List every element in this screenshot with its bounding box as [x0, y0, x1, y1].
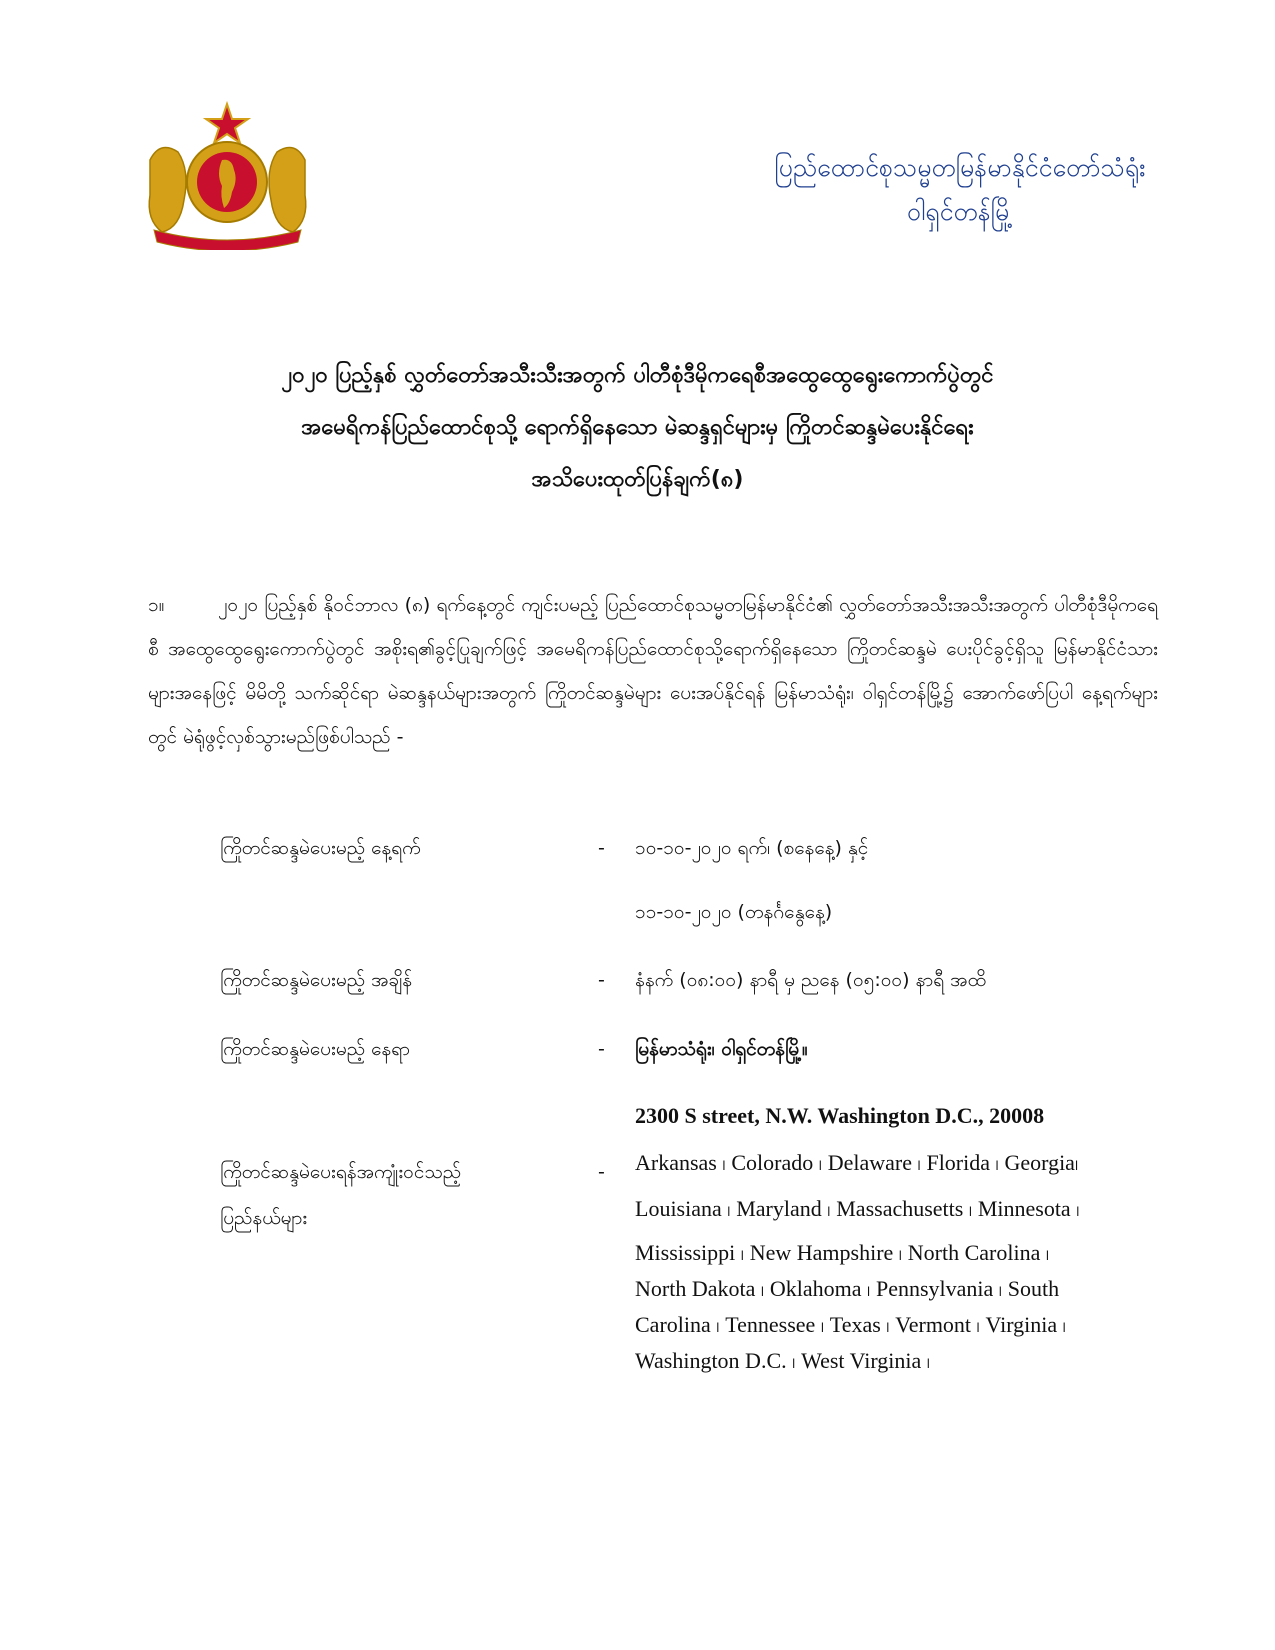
states-line-4: North Dakota ၊ Oklahoma ၊ Pennsylvania ၊ South	[635, 1276, 1060, 1301]
embassy-name: ပြည်ထောင်စုသမ္မတမြန်မာနိုင်ငံတော်သံရုံး	[774, 153, 1146, 182]
place-dash: -	[598, 1038, 605, 1060]
states-line-1: Arkansas ၊ Colorado ၊ Delaware ၊ Florida ၊ Georgia၊	[635, 1150, 1079, 1175]
state-seal-emblem	[140, 100, 315, 250]
date-value-2: ၁၁-၁၀-၂၀၂၀ (တနင်္ဂနွေနေ့)	[635, 901, 833, 923]
paragraph-number: ၁။	[148, 594, 165, 616]
paragraph-text: ၂၀၂၀ ပြည့်နှစ် နိုဝင်ဘာလ (၈) ရက်နေ့တွင် ကျင်းပမည့် ပြည်ထောင်စုသမ္မတမြန်မာနိုင်ငံ၏ လွှတ်တော်အသီးအသီးအတွက် ပါတီစုံဒီမိုကရေစီ အထွေထွေရွေးကောက်ပွဲတွင် အစိုးရ၏ခွင့်ပြုချက်ဖြင့် အမေရိကန်ပြည်ထောင်စုသို့ရောက်ရှိနေသော ကြိုတင်ဆန္ဒမဲ ပေးပိုင်ခွင့်ရှိသူ မြန်မာနိုင်ငံသားများအနေဖြင့် မိမိတို့ သက်ဆိုင်ရာ မဲဆန္ဒနယ်များအတွက် ကြိုတင်ဆန္ဒမဲများ ပေးအပ်နိုင်ရန် မြန်မာသံရုံး၊ ဝါရှင်တန်မြို့၌ အောက်ဖော်ပြပါ နေ့ရက်များတွင် မဲရုံဖွင့်လှစ်သွားမည်ဖြစ်ပါသည် -	[148, 594, 1158, 748]
time-dash: -	[598, 969, 605, 991]
place-value: မြန်မာသံရုံး၊ ဝါရှင်တန်မြို့။	[635, 1038, 808, 1060]
announcement-paragraph	[148, 583, 1158, 759]
title-line-3: အသိပေးထုတ်ပြန်ချက်(၈)	[531, 467, 744, 492]
title-line-2: အမေရိကန်ပြည်ထောင်စုသို့ ရောက်ရှိနေသော မဲဆန္ဒရှင်များမှ ကြိုတင်ဆန္ဒမဲပေးနိုင်ရေး	[301, 415, 974, 440]
title-line-1: ၂၀၂၀ ပြည့်နှစ် လွှတ်တော်အသီးသီးအတွက် ပါတီစုံဒီမိုကရေစီအထွေထွေရွေးကောက်ပွဲတွင်	[281, 363, 994, 388]
states-label-1: ကြိုတင်ဆန္ဒမဲပေးရန်အကျုံးဝင်သည့်	[220, 1161, 462, 1183]
states-line-6: Washington D.C. ၊ West Virginia ၊	[635, 1348, 931, 1373]
states-line-5: Carolina ၊ Tennessee ၊ Texas ၊ Vermont ၊ Virginia ၊	[635, 1312, 1067, 1337]
embassy-address: 2300 S street, N.W. Washington D.C., 20008	[635, 1103, 1045, 1128]
embassy-header	[700, 146, 1220, 234]
eligible-states-list	[635, 1145, 1155, 1379]
states-dash: -	[598, 1161, 605, 1183]
states-label-2: ပြည်နယ်များ	[220, 1207, 308, 1229]
states-line-2: Louisiana ၊ Maryland ၊ Massachusetts ၊ Minnesota ၊	[635, 1196, 1080, 1221]
date-value-1: ၁၀-၁၀-၂၀၂၀ ရက်၊ (စနေနေ့) နှင့်	[635, 837, 869, 859]
embassy-city: ဝါရှင်တန်မြို့	[906, 197, 1014, 226]
time-label: ကြိုတင်ဆန္ဒမဲပေးမည့် အချိန်	[220, 969, 413, 991]
date-dash: -	[598, 837, 605, 859]
announcement-title	[120, 350, 1155, 506]
time-value: နံနက် (၀၈:၀၀) နာရီ မှ ညနေ (၀၅:၀၀) နာရီ အထိ	[635, 969, 986, 991]
states-line-3: Mississippi ၊ New Hampshire ၊ North Carolina ၊	[635, 1240, 1050, 1265]
place-label: ကြိုတင်ဆန္ဒမဲပေးမည့် နေရာ	[220, 1038, 410, 1060]
date-label: ကြိုတင်ဆန္ဒမဲပေးမည့် နေ့ရက်	[220, 837, 421, 859]
